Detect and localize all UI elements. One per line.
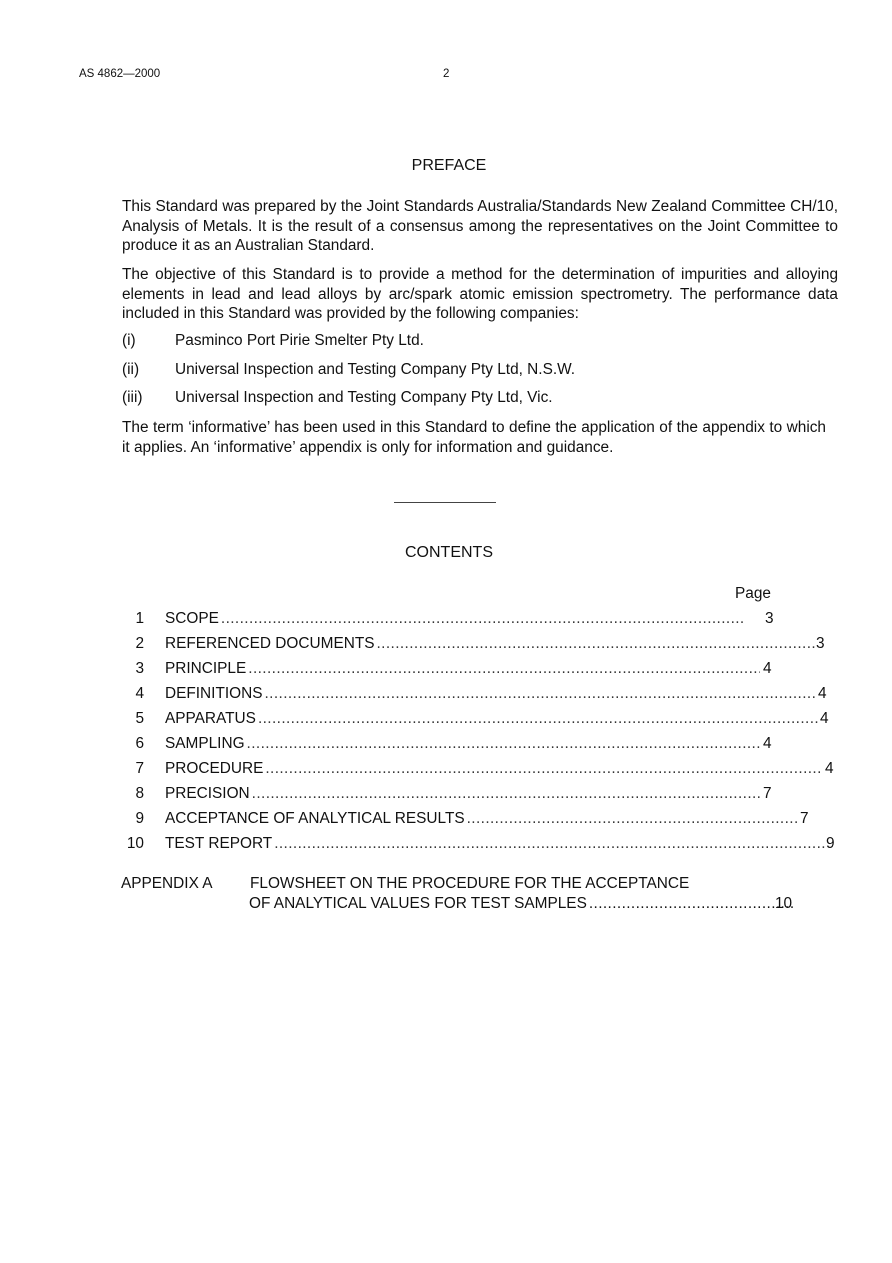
preface-paragraph-2: The objective of this Standard is to provide a method for the determination of impurities and alloying elements in lead and lead alloys by arc/spark atomic emission spectrometry. The performance data included in this Standard was provided by the following companies: (122, 266, 838, 322)
company-number: (ii) (122, 361, 140, 378)
toc-title: DEFINITIONS (165, 685, 263, 702)
toc-leader (165, 810, 800, 828)
toc-title: PRINCIPLE (165, 660, 247, 677)
toc-page: 9 (826, 835, 835, 852)
preface-paragraph-3: The term ‘informative’ has been used in this Standard to define the application of the appendix to which it applies. An ‘informative’ appendix is only for information and guidance. (122, 419, 826, 456)
toc-number: 5 (135, 710, 144, 727)
toc-title: SCOPE (165, 610, 219, 627)
toc-leader (165, 835, 825, 853)
toc-title: PRECISION (165, 785, 250, 802)
company-number: (i) (122, 332, 136, 349)
appendix-label: APPENDIX A (121, 875, 213, 892)
toc-number: 2 (135, 635, 144, 652)
page-column-label: Page (735, 585, 771, 602)
toc-number: 9 (135, 810, 144, 827)
toc-title: TEST REPORT (165, 835, 273, 852)
toc-number: 1 (135, 610, 144, 627)
toc-title: APPARATUS (165, 710, 256, 727)
company-name: Universal Inspection and Testing Company Pty Ltd, Vic. (175, 389, 553, 406)
toc-page: 4 (763, 735, 772, 752)
toc-number: 6 (135, 735, 144, 752)
toc-page: 3 (816, 635, 825, 652)
toc-title: ACCEPTANCE OF ANALYTICAL RESULTS (165, 810, 465, 827)
company-number: (iii) (122, 389, 143, 406)
toc-page: 4 (818, 685, 827, 702)
toc-page: 4 (763, 660, 772, 677)
preface-paragraph-1: This Standard was prepared by the Joint Standards Australia/Standards New Zealand Committee CH/10, Analysis of Metals. It is the result of a consensus among the representatives on the Joint Committee to produce it as an Australian Standard. (122, 198, 838, 254)
appendix-leader (249, 895, 794, 913)
toc-number: 4 (135, 685, 144, 702)
toc-leader (165, 635, 815, 653)
toc-number: 10 (126, 835, 144, 852)
toc-leader (165, 685, 817, 703)
toc-number: 3 (135, 660, 144, 677)
page-number: 2 (443, 68, 450, 80)
toc-leader (165, 660, 760, 678)
toc-number: 8 (135, 785, 144, 802)
standard-id: AS 4862—2000 (79, 68, 161, 80)
toc-page: 4 (820, 710, 829, 727)
toc-title: REFERENCED DOCUMENTS (165, 635, 375, 652)
appendix-page: 10 (775, 895, 793, 912)
toc-leader (165, 760, 822, 778)
preface-title: PREFACE (411, 157, 487, 174)
toc-leader (165, 610, 743, 628)
toc-page: 7 (800, 810, 809, 827)
toc-leader (165, 735, 762, 753)
company-name: Pasminco Port Pirie Smelter Pty Ltd. (175, 332, 424, 349)
section-divider (394, 502, 496, 503)
toc-title: SAMPLING (165, 735, 245, 752)
appendix-title-line-1: FLOWSHEET ON THE PROCEDURE FOR THE ACCEPTANCE (250, 875, 690, 892)
company-name: Universal Inspection and Testing Company Pty Ltd, N.S.W. (175, 361, 576, 378)
toc-page: 3 (765, 610, 774, 627)
toc-leader (165, 785, 762, 803)
contents-title: CONTENTS (405, 544, 493, 561)
toc-number: 7 (135, 760, 144, 777)
appendix-title-line-2: OF ANALYTICAL VALUES FOR TEST SAMPLES (249, 895, 587, 912)
toc-page: 7 (763, 785, 772, 802)
toc-leader (165, 710, 819, 728)
toc-title: PROCEDURE (165, 760, 264, 777)
toc-page: 4 (825, 760, 834, 777)
